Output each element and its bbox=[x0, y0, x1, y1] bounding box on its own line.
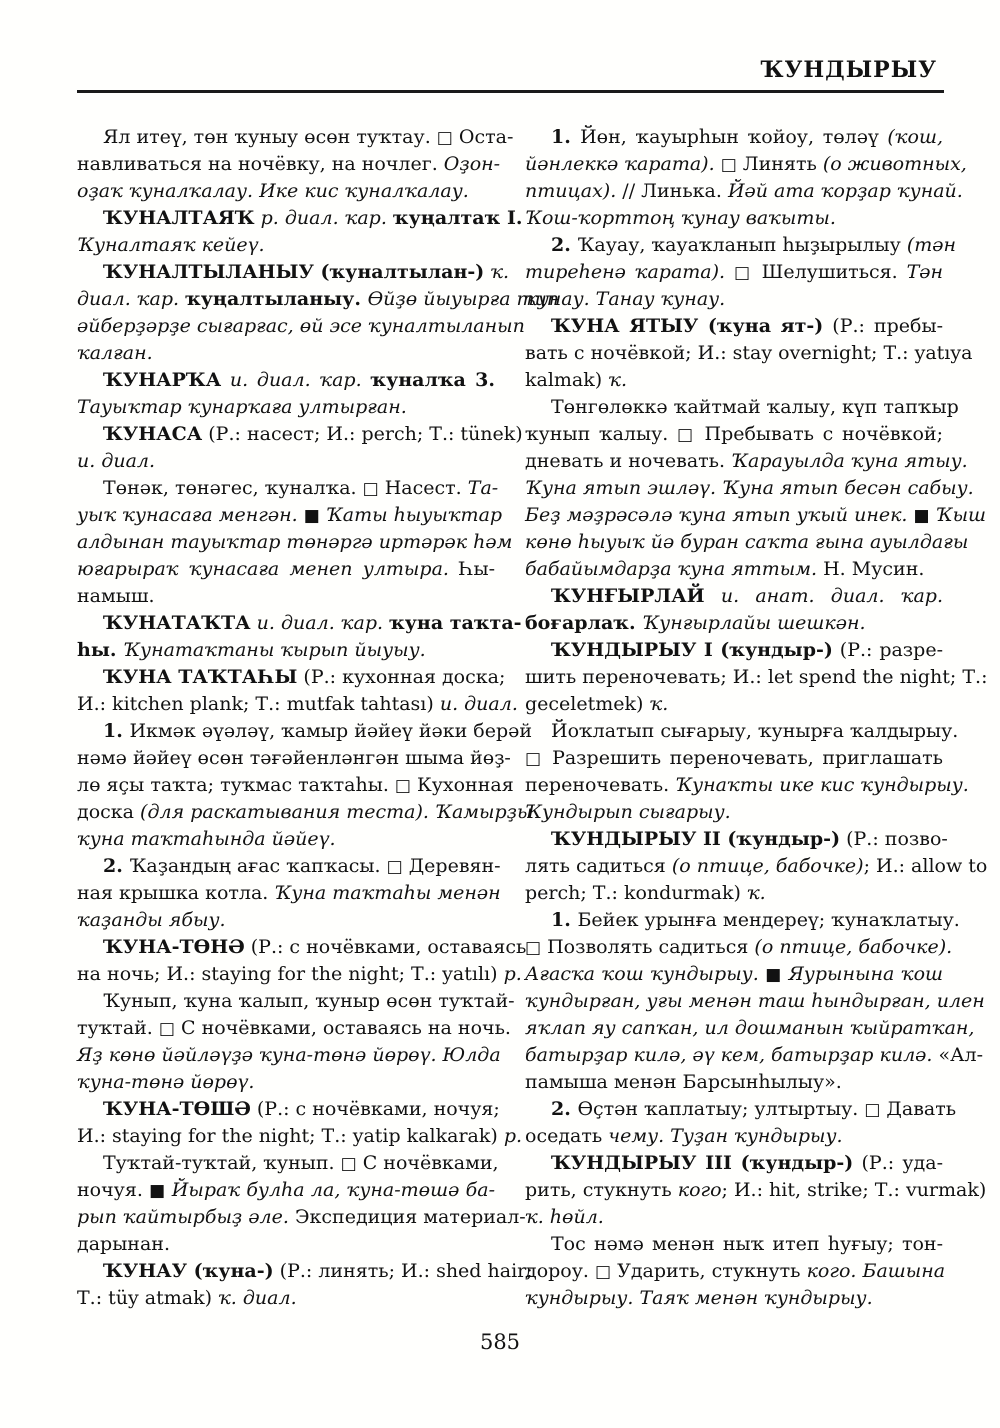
text-line bbox=[77, 1069, 495, 1096]
text-line bbox=[525, 1096, 957, 1123]
text-segment: Бейек урынға мендереү; ҡунаҡлатыу. bbox=[577, 909, 960, 931]
text-segment: и. анат. диал. ҡар. bbox=[704, 585, 943, 607]
text-line bbox=[525, 286, 943, 313]
text-segment: диал. ҡар. bbox=[77, 288, 186, 310]
text-line bbox=[525, 1231, 943, 1258]
text-segment: Тауыҡтар ҡунарҡаға ултырған. bbox=[77, 396, 407, 418]
text-segment: и. диал. bbox=[77, 450, 156, 472]
text-line bbox=[77, 259, 510, 286]
text-segment: ҠУНҒЫРЛАЙ bbox=[551, 585, 705, 607]
text-line bbox=[525, 448, 968, 475]
text-line bbox=[77, 1150, 499, 1177]
text-line bbox=[77, 988, 515, 1015]
text-line bbox=[77, 448, 495, 475]
text-segment: һы. bbox=[77, 639, 124, 661]
text-line bbox=[77, 853, 501, 880]
text-line bbox=[77, 124, 514, 151]
text-segment: // Линька. bbox=[622, 180, 728, 202]
text-segment: ҠУНА ТАҠТАҺЫ bbox=[103, 666, 298, 688]
text-segment: дарынан. bbox=[77, 1233, 171, 1255]
square-symbol: □ bbox=[525, 938, 542, 958]
text-segment: тиреһенә ҡарата). bbox=[525, 261, 734, 283]
square-symbol: □ bbox=[525, 749, 544, 769]
text-line bbox=[525, 205, 943, 232]
text-line bbox=[77, 232, 495, 259]
text-segment: Төнәк, төнәгес, ҡуналҡа. bbox=[103, 477, 363, 499]
text-line bbox=[525, 1042, 984, 1069]
text-segment: лять садиться bbox=[525, 855, 672, 877]
text-line bbox=[525, 799, 943, 826]
text-segment: көнө һыуыҡ йә буран саҡта ғына ауылдағы bbox=[525, 531, 969, 553]
text-segment: kalmak) bbox=[525, 369, 609, 391]
text-segment: Разрешить переночевать, приглашать bbox=[543, 747, 944, 769]
text-line bbox=[77, 556, 495, 583]
text-segment: р. bbox=[503, 1125, 523, 1147]
text-segment: (для раскатывания теста). Ҡамырҙы bbox=[140, 801, 533, 823]
text-segment: Шелушиться. bbox=[752, 261, 907, 283]
text-segment: ҠУНАСА bbox=[103, 423, 203, 445]
square-symbol: □ bbox=[340, 1154, 357, 1174]
text-segment: оседать bbox=[525, 1125, 609, 1147]
text-segment: туҡтай. bbox=[77, 1017, 159, 1039]
text-line bbox=[525, 1015, 975, 1042]
text-segment: Позволять садиться bbox=[541, 936, 755, 958]
text-segment: Өҫтән ҡаплатыу; ултыртыу. bbox=[577, 1098, 865, 1120]
text-segment: Т.: tüy atmak) bbox=[77, 1287, 219, 1309]
text-segment: и. диал. ҡар. bbox=[221, 369, 371, 391]
text-line bbox=[525, 124, 943, 151]
text-segment: Беҙ мәҙрәсәлә ҡуна ятып уҡый инек. bbox=[525, 504, 914, 526]
text-line bbox=[77, 691, 518, 718]
text-segment: Ҡарауылда ҡуна ятыу. bbox=[731, 450, 968, 472]
text-segment: Ҡаты һыуыҡтар bbox=[319, 504, 503, 526]
text-segment: 1. bbox=[103, 720, 130, 742]
text-segment: кого bbox=[677, 1179, 722, 1201]
text-line bbox=[77, 340, 495, 367]
text-segment: Линять bbox=[736, 153, 823, 175]
text-segment: дневать и ночевать. bbox=[525, 450, 732, 472]
text-segment: батырҙар килә, әү кем, батырҙар килә. bbox=[525, 1044, 939, 1066]
text-columns bbox=[77, 124, 988, 1312]
text-line bbox=[77, 313, 525, 340]
text-segment: юғарыраҡ ҡунасаға менеп ултыра. bbox=[77, 558, 460, 580]
text-segment: Ҡунып, ҡуна ҡалып, ҡуныр өсөн туҡтай- bbox=[103, 990, 515, 1012]
text-line bbox=[77, 799, 533, 826]
text-line bbox=[77, 178, 495, 205]
text-segment: лө яҫы таҡта; туҡмас таҡтаһы. bbox=[77, 774, 395, 796]
text-segment: переночевать. bbox=[525, 774, 676, 796]
text-segment: Ҡунаҡты ике кис ҡундырыу. bbox=[675, 774, 969, 796]
text-line bbox=[525, 529, 969, 556]
text-segment: Туҡтай-туҡтай, ҡунып. bbox=[103, 1152, 341, 1174]
text-segment: ҡуна таҡтаһында йәйеү. bbox=[77, 828, 336, 850]
text-segment: Ҡуналтаяҡ кейеү. bbox=[77, 234, 265, 256]
text-line bbox=[525, 313, 943, 340]
text-line bbox=[77, 529, 513, 556]
text-segment: чему. Туҙан ҡундырыу. bbox=[608, 1125, 843, 1147]
text-segment: р. bbox=[503, 963, 522, 985]
text-segment: ҡунау. Танау ҡунау. bbox=[525, 288, 726, 310]
text-segment: 1. bbox=[551, 909, 578, 931]
text-segment: Йоҡлатып сығарыу, ҡунырға ҡалдырыу. bbox=[551, 720, 959, 742]
text-line bbox=[525, 745, 943, 772]
text-segment: ҠУНАУ (ҡуна-) bbox=[103, 1260, 274, 1282]
text-line bbox=[525, 151, 967, 178]
text-line bbox=[525, 880, 943, 907]
text-segment: Йыраҡ булһа ла, ҡуна-төшә ба- bbox=[165, 1179, 495, 1201]
text-segment: (тән bbox=[906, 234, 957, 256]
text-segment: ; И.: hit, strike; Т.: vurmak) bbox=[721, 1179, 987, 1201]
text-segment: ҠУНАТАҠТА bbox=[103, 612, 251, 634]
text-segment: С ночёвками, оставаясь на ночь. bbox=[174, 1017, 511, 1039]
text-line bbox=[77, 1231, 495, 1258]
text-segment: Һы- bbox=[459, 558, 495, 580]
text-segment: ҡуңалтыланыу. bbox=[185, 288, 368, 310]
text-line bbox=[525, 691, 943, 718]
text-segment: Давать bbox=[880, 1098, 957, 1120]
text-line bbox=[525, 475, 974, 502]
square-symbol: □ bbox=[677, 425, 696, 445]
text-segment: рып ҡайтырбыҙ әле. bbox=[77, 1206, 295, 1228]
text-line bbox=[77, 151, 501, 178]
text-segment: шить переночевать; И.: let spend the night; Т.: bbox=[525, 666, 988, 688]
text-segment: дороу. bbox=[525, 1260, 595, 1282]
text-segment: и. диал. ҡар. bbox=[250, 612, 390, 634]
text-segment: С ночёвками, bbox=[356, 1152, 499, 1174]
text-line bbox=[525, 394, 959, 421]
text-segment: птицах). bbox=[525, 180, 623, 202]
text-segment: яҡлап яу сапҡан, ил дошманын ҡыйратҡан, bbox=[525, 1017, 975, 1039]
text-segment: Ял итеү, төн ҡуныу өсөн туҡтау. bbox=[103, 126, 437, 148]
text-segment: Ҡуна ятып эшләү. Ҡуна ятып бесән сабыу. bbox=[525, 477, 974, 499]
header-rule bbox=[77, 90, 944, 93]
text-segment: ҠУНДЫРЫУ III (ҡундыр-) bbox=[551, 1152, 854, 1174]
text-line bbox=[77, 1285, 495, 1312]
text-segment: (Р.: с ночёвками, оставаясь bbox=[244, 936, 527, 958]
text-segment: навливаться на ночёвку, на ночлег. bbox=[77, 153, 444, 175]
text-line bbox=[525, 610, 943, 637]
text-segment: ҡуна-төнә йөрөү. bbox=[77, 1071, 255, 1093]
text-line bbox=[525, 637, 943, 664]
text-segment: ҠУНАЛТАЯҠ bbox=[103, 207, 255, 229]
square-symbol: ■ bbox=[149, 1181, 166, 1201]
text-segment: Ҡош-ҡорттоң ҡунау ваҡыты. bbox=[525, 207, 836, 229]
text-segment: Оста- bbox=[452, 126, 514, 148]
text-segment: ҡ. bbox=[484, 261, 510, 283]
text-line bbox=[77, 394, 495, 421]
text-segment: ҡ. bbox=[649, 693, 669, 715]
text-segment: ҡ. bbox=[746, 882, 766, 904]
text-line bbox=[525, 664, 988, 691]
square-symbol: ■ bbox=[913, 506, 930, 526]
text-segment: намыш. bbox=[77, 585, 155, 607]
text-line bbox=[77, 1177, 495, 1204]
text-segment: Яҙ көнө йәйләүҙә ҡуна-төнә йөрөү. Юлда bbox=[77, 1044, 501, 1066]
square-symbol: □ bbox=[158, 1019, 175, 1039]
text-segment: на ночь; И.: staying for the night; Т.: yatılı) bbox=[77, 963, 504, 985]
text-line bbox=[525, 1069, 943, 1096]
text-segment: Пребывать с ночёвкой; bbox=[695, 423, 943, 445]
text-line bbox=[77, 583, 495, 610]
text-segment: (о животных, bbox=[822, 153, 967, 175]
text-segment: ҠУНА ЯТЫУ (ҡуна ят-) bbox=[551, 315, 824, 337]
text-line bbox=[525, 907, 960, 934]
text-segment: (Р.: уда- bbox=[853, 1152, 943, 1174]
running-head: ҠУНДЫРЫУ bbox=[760, 57, 937, 83]
text-segment: бабайымдарҙа ҡуна яттым. bbox=[525, 558, 824, 580]
text-segment: рить, стукнуть bbox=[525, 1179, 678, 1201]
text-line bbox=[77, 961, 522, 988]
text-line bbox=[525, 1204, 943, 1231]
square-symbol: □ bbox=[864, 1100, 881, 1120]
text-segment: ҡалған. bbox=[77, 342, 153, 364]
text-line bbox=[77, 610, 522, 637]
text-line bbox=[77, 421, 523, 448]
text-segment: «Ал- bbox=[938, 1044, 984, 1066]
square-symbol: □ bbox=[394, 776, 411, 796]
text-segment: Кухонная bbox=[410, 774, 514, 796]
text-line bbox=[77, 880, 501, 907]
text-segment: Ҡундырып сығарыу. bbox=[525, 801, 731, 823]
text-segment: доска bbox=[77, 801, 141, 823]
text-segment: Оҙон- bbox=[443, 153, 501, 175]
text-line bbox=[525, 367, 943, 394]
text-line bbox=[525, 1177, 987, 1204]
text-line bbox=[77, 1204, 526, 1231]
text-segment: памыша менән Барсынһылыу». bbox=[525, 1071, 842, 1093]
text-segment: ҡ. bbox=[608, 369, 627, 391]
text-line bbox=[525, 853, 988, 880]
text-line bbox=[525, 961, 943, 988]
text-segment: ҡаҙанды ябыу. bbox=[77, 909, 226, 931]
text-line bbox=[77, 664, 506, 691]
text-segment: Яурынына ҡош bbox=[781, 963, 943, 985]
text-segment: (Р.: с ночёвками, ночуя; bbox=[250, 1098, 500, 1120]
text-line bbox=[77, 205, 523, 232]
text-line bbox=[77, 502, 503, 529]
text-segment: (Р.: позво- bbox=[840, 828, 948, 850]
square-symbol: ■ bbox=[303, 506, 320, 526]
text-line bbox=[77, 907, 495, 934]
text-segment: (Р.: разре- bbox=[832, 639, 943, 661]
text-segment: ҡ. диал. bbox=[218, 1287, 297, 1309]
text-segment: geceletmek) bbox=[525, 693, 650, 715]
text-line bbox=[525, 232, 957, 259]
text-segment: ҡ. һөйл. bbox=[525, 1206, 604, 1228]
text-segment: алдынан тауыҡтар төнәргә иртәрәк һәм bbox=[77, 531, 513, 553]
text-segment: Экспедиция материал- bbox=[294, 1206, 526, 1228]
text-segment: Ҡуна таҡтаһы менән bbox=[274, 882, 501, 904]
text-segment: (о птице, бабочке) bbox=[671, 855, 864, 877]
text-segment: И.: staying for the night; Т.: yatip kalkarak) bbox=[77, 1125, 504, 1147]
text-line bbox=[77, 1015, 511, 1042]
text-segment: Н. Мусин. bbox=[823, 558, 925, 580]
text-segment: ҠУНАЛТЫЛАНЫУ (ҡуналтылан-) bbox=[103, 261, 485, 283]
text-line bbox=[77, 637, 495, 664]
text-segment: (о птице, бабочке). bbox=[754, 936, 953, 958]
text-segment: Ударить, стукнуть bbox=[611, 1260, 807, 1282]
text-segment: ная крышка котла. bbox=[77, 882, 275, 904]
text-segment: ҠУНДЫРЫУ I (ҡундыр-) bbox=[551, 639, 833, 661]
text-segment: ҠУНА-ТӨШӘ bbox=[103, 1098, 251, 1120]
text-segment: боғарлаҡ. bbox=[525, 612, 643, 634]
text-segment: (Р.: пребы- bbox=[823, 315, 943, 337]
text-line bbox=[525, 556, 943, 583]
text-segment: Тос нәмә менән ныҡ итеп һуғыу; тон- bbox=[551, 1233, 943, 1255]
text-line bbox=[525, 1123, 943, 1150]
text-segment: (Р.: кухонная доска; bbox=[297, 666, 506, 688]
text-segment: perch; Т.: kondurmak) bbox=[525, 882, 747, 904]
text-segment: 2. bbox=[103, 855, 130, 877]
text-segment: Йәй ата ҡорҙар ҡунай. bbox=[727, 180, 963, 202]
text-segment: Деревян- bbox=[402, 855, 501, 877]
text-segment: ҡуналҡа 3. bbox=[370, 369, 496, 391]
text-segment: (Р.: линять; И.: shed hair; bbox=[273, 1260, 533, 1282]
text-segment: нәмә йәйеү өсөн тәғәйенләнгән шыма йөҙ- bbox=[77, 747, 511, 769]
text-line bbox=[77, 934, 527, 961]
square-symbol: □ bbox=[386, 857, 403, 877]
text-segment: ҠУНАРҠА bbox=[103, 369, 222, 391]
text-line bbox=[77, 1096, 500, 1123]
text-segment: Ҡауау, ҡауаҡланып һыҙырылыу bbox=[577, 234, 907, 256]
right-column bbox=[525, 124, 988, 1312]
text-segment: Та- bbox=[467, 477, 499, 499]
text-line bbox=[77, 772, 514, 799]
text-line bbox=[77, 475, 499, 502]
text-line bbox=[77, 1258, 533, 1285]
text-segment: кого. Башына bbox=[806, 1260, 946, 1282]
text-line bbox=[525, 340, 973, 367]
text-line bbox=[77, 718, 533, 745]
text-segment: ҡундырған, уғы менән таш һындырған, илен bbox=[525, 990, 985, 1012]
text-segment: И.: kitchen plank; Т.: mutfak tahtası) bbox=[77, 693, 440, 715]
text-line bbox=[525, 718, 959, 745]
text-segment: Ҡунғырлайы шешкән. bbox=[642, 612, 866, 634]
text-line bbox=[77, 745, 511, 772]
text-segment: вать с ночёвкой; И.: stay overnight; Т.: yatıya bbox=[525, 342, 973, 364]
text-segment: ҡундырыу. Таяҡ менән ҡундырыу. bbox=[525, 1287, 873, 1309]
square-symbol: ■ bbox=[765, 965, 782, 985]
text-segment: йәнлеккә ҡарата). bbox=[525, 153, 721, 175]
text-segment: (ҡош, bbox=[887, 126, 943, 148]
text-segment: әйберҙәрҙе сығарғас, өй эсе ҡуналтыланып bbox=[77, 315, 525, 337]
text-segment: ҡуна таҡта- bbox=[389, 612, 522, 634]
page-number: 585 bbox=[479, 1330, 521, 1354]
text-segment: Насест. bbox=[378, 477, 468, 499]
text-line bbox=[77, 1042, 501, 1069]
text-segment: Ҡыш bbox=[929, 504, 987, 526]
square-symbol: □ bbox=[436, 128, 453, 148]
text-segment: 2. bbox=[551, 1098, 578, 1120]
text-segment: оҙаҡ ҡуналҡалау. Ике кис ҡуналҡалау. bbox=[77, 180, 469, 202]
square-symbol: □ bbox=[362, 479, 379, 499]
text-segment: 1. bbox=[551, 126, 581, 148]
text-segment: Өйҙө йыуырға тип bbox=[367, 288, 560, 310]
text-line bbox=[77, 826, 495, 853]
text-segment: ҠУНА-ТӨНӘ bbox=[103, 936, 245, 958]
text-segment: ; И.: allow to bbox=[863, 855, 988, 877]
text-segment: уыҡ ҡунасаға менгән. bbox=[77, 504, 304, 526]
text-line bbox=[525, 772, 969, 799]
text-line bbox=[525, 988, 985, 1015]
text-segment: ҠУНДЫРЫУ II (ҡундыр-) bbox=[551, 828, 841, 850]
text-segment: Ҡаҙандың ағас ҡапҡасы. bbox=[129, 855, 387, 877]
text-line bbox=[525, 178, 963, 205]
text-line bbox=[525, 1150, 943, 1177]
text-segment: р. диал. ҡар. bbox=[254, 207, 393, 229]
text-line bbox=[525, 1285, 943, 1312]
text-line bbox=[525, 421, 943, 448]
text-segment: Тән bbox=[906, 261, 944, 283]
text-line bbox=[525, 1258, 946, 1285]
text-segment: 2. bbox=[551, 234, 578, 256]
text-segment: ҡуңалтаҡ I. bbox=[392, 207, 523, 229]
text-segment: Ҡунатаҡтаны ҡырып йыуыу. bbox=[123, 639, 426, 661]
text-line bbox=[77, 286, 560, 313]
text-segment: и. диал. bbox=[439, 693, 518, 715]
text-line bbox=[525, 259, 943, 286]
square-symbol: □ bbox=[720, 155, 737, 175]
square-symbol: □ bbox=[595, 1262, 612, 1282]
text-line bbox=[525, 502, 987, 529]
text-line bbox=[77, 1123, 523, 1150]
text-segment: Йөн, ҡауырһын ҡойоу, төләү bbox=[580, 126, 888, 148]
text-segment: ҡунып ҡалыу. bbox=[525, 423, 678, 445]
text-segment: Ағасҡа ҡош ҡундырыу. bbox=[525, 963, 766, 985]
text-segment: Икмәк әүәләү, ҡамыр йәйеү йәки берәй bbox=[129, 720, 533, 742]
text-segment: Төнгөлөккә ҡайтмай ҡалыу, күп тапҡыр bbox=[551, 396, 959, 418]
text-line bbox=[525, 826, 948, 853]
text-line bbox=[525, 934, 953, 961]
text-segment: (Р.: насест; И.: perch; Т.: tünek) bbox=[202, 423, 523, 445]
text-line bbox=[77, 367, 495, 394]
text-line bbox=[525, 583, 943, 610]
square-symbol: □ bbox=[733, 263, 753, 283]
text-segment: ночуя. bbox=[77, 1179, 150, 1201]
